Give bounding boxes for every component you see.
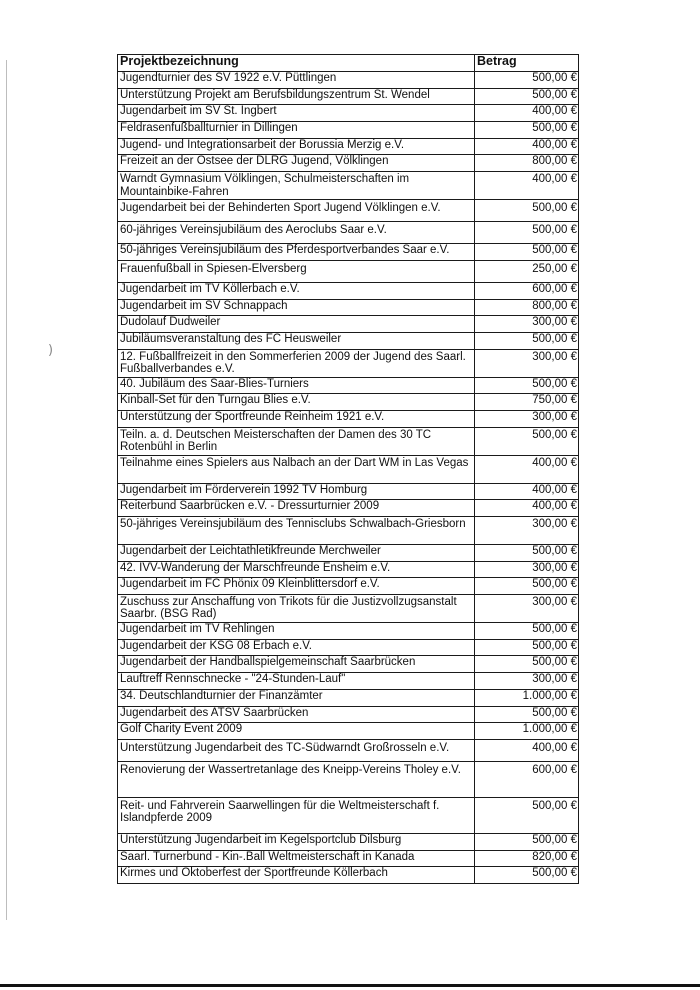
project-name-cell: Feldrasenfußballturnier in Dillingen — [118, 122, 475, 139]
project-name-cell: 12. Fußballfreizeit in den Sommerferien 2009 der Jugend des Saarl. Fußballverbandes e.V. — [118, 349, 475, 377]
table-row — [118, 260, 579, 282]
table-row — [118, 673, 579, 690]
amount-cell: 400,00 € — [475, 483, 579, 500]
project-name-cell: Teilnahme eines Spielers aus Nalbach an der Dart WM in Las Vegas — [118, 455, 475, 483]
amount-cell: 500,00 € — [475, 332, 579, 349]
amount-cell: 300,00 € — [475, 595, 579, 623]
amount-cell: 250,00 € — [475, 260, 579, 282]
amount-cell: 500,00 € — [475, 833, 579, 850]
project-name-cell: Freizeit an der Ostsee der DLRG Jugend, Völklingen — [118, 155, 475, 172]
project-name-cell: Unterstützung Jugendarbeit im Kegelsportclub Dilsburg — [118, 833, 475, 850]
project-name-cell: Jugendarbeit im SV Schnappach — [118, 299, 475, 316]
amount-cell: 500,00 € — [475, 377, 579, 394]
amount-cell: 500,00 € — [475, 656, 579, 673]
table-row — [118, 833, 579, 850]
table-row — [118, 867, 579, 884]
amount-cell: 400,00 € — [475, 172, 579, 200]
amount-cell: 600,00 € — [475, 761, 579, 797]
project-name-cell: Jugendarbeit der KSG 08 Erbach e.V. — [118, 639, 475, 656]
amount-cell: 800,00 € — [475, 155, 579, 172]
amount-cell: 300,00 € — [475, 673, 579, 690]
header-amount: Betrag — [475, 55, 579, 72]
table-row — [118, 517, 579, 545]
amount-cell: 500,00 € — [475, 427, 579, 455]
table-row — [118, 595, 579, 623]
project-name-cell: Kirmes und Oktoberfest der Sportfreunde Köllerbach — [118, 867, 475, 884]
bottom-rule — [0, 984, 700, 987]
amount-cell: 500,00 € — [475, 706, 579, 723]
table-row — [118, 72, 579, 89]
project-name-cell: Unterstützung Jugendarbeit des TC-Südwarndt Großrosseln e.V. — [118, 739, 475, 761]
table-row — [118, 349, 579, 377]
header-project: Projektbezeichnung — [118, 55, 475, 72]
amount-cell: 400,00 € — [475, 138, 579, 155]
table-body — [118, 72, 579, 884]
table-row — [118, 122, 579, 139]
table-row — [118, 739, 579, 761]
amount-cell: 500,00 € — [475, 797, 579, 833]
amount-cell: 750,00 € — [475, 394, 579, 411]
table-row — [118, 797, 579, 833]
project-name-cell: Kinball-Set für den Turngau Blies e.V. — [118, 394, 475, 411]
table-row — [118, 689, 579, 706]
table-row — [118, 222, 579, 244]
table-row — [118, 200, 579, 222]
amount-cell: 1.000,00 € — [475, 689, 579, 706]
project-name-cell: Frauenfußball in Spiesen-Elversberg — [118, 260, 475, 282]
project-name-cell: Unterstützung Projekt am Berufsbildungszentrum St. Wendel — [118, 88, 475, 105]
project-name-cell: Golf Charity Event 2009 — [118, 723, 475, 740]
amount-cell: 500,00 € — [475, 623, 579, 640]
table-row — [118, 578, 579, 595]
project-name-cell: 42. IVV-Wanderung der Marschfreunde Ensheim e.V. — [118, 561, 475, 578]
table-row — [118, 561, 579, 578]
table-row — [118, 545, 579, 562]
table-row — [118, 244, 579, 261]
table-row — [118, 138, 579, 155]
table-row — [118, 706, 579, 723]
project-name-cell: Jugendarbeit der Leichtathletikfreunde Merchweiler — [118, 545, 475, 562]
project-name-cell: Saarl. Turnerbund - Kin-.Ball Weltmeisterschaft in Kanada — [118, 850, 475, 867]
amount-cell: 500,00 € — [475, 72, 579, 89]
amount-cell: 500,00 € — [475, 222, 579, 244]
amount-cell: 300,00 € — [475, 410, 579, 427]
table-row — [118, 394, 579, 411]
project-name-cell: Jubiläumsveranstaltung des FC Heusweiler — [118, 332, 475, 349]
project-name-cell: Dudolauf Dudweiler — [118, 316, 475, 333]
project-name-cell: 60-jähriges Vereinsjubiläum des Aeroclubs Saar e.V. — [118, 222, 475, 244]
table-row — [118, 410, 579, 427]
table-row — [118, 723, 579, 740]
project-name-cell: Jugendturnier des SV 1922 e.V. Püttlingen — [118, 72, 475, 89]
table-row — [118, 88, 579, 105]
table-row — [118, 172, 579, 200]
project-name-cell: Jugendarbeit des ATSV Saarbrücken — [118, 706, 475, 723]
project-name-cell: Jugendarbeit im TV Köllerbach e.V. — [118, 282, 475, 299]
amount-cell: 300,00 € — [475, 349, 579, 377]
project-name-cell: Reit- und Fahrverein Saarwellingen für die Weltmeisterschaft f. Islandpferde 2009 — [118, 797, 475, 833]
amount-cell: 500,00 € — [475, 639, 579, 656]
amount-cell: 300,00 € — [475, 316, 579, 333]
table-row — [118, 105, 579, 122]
amount-cell: 500,00 € — [475, 578, 579, 595]
project-name-cell: 34. Deutschlandturnier der Finanzämter — [118, 689, 475, 706]
project-name-cell: Jugendarbeit im SV St. Ingbert — [118, 105, 475, 122]
project-name-cell: Lauftreff Rennschnecke - "24-Stunden-Lauf" — [118, 673, 475, 690]
project-name-cell: Jugendarbeit bei der Behinderten Sport Jugend Völklingen e.V. — [118, 200, 475, 222]
table-row — [118, 332, 579, 349]
project-name-cell: Unterstützung der Sportfreunde Reinheim 1921 e.V. — [118, 410, 475, 427]
table-row — [118, 656, 579, 673]
project-name-cell: Reiterbund Saarbrücken e.V. - Dressurturnier 2009 — [118, 500, 475, 517]
amount-cell: 300,00 € — [475, 517, 579, 545]
table-row — [118, 850, 579, 867]
table-row — [118, 316, 579, 333]
project-name-cell: Jugendarbeit der Handballspielgemeinschaft Saarbrücken — [118, 656, 475, 673]
amount-cell: 500,00 € — [475, 545, 579, 562]
amount-cell: 400,00 € — [475, 105, 579, 122]
project-name-cell: Renovierung der Wassertretanlage des Kneipp-Vereins Tholey e.V. — [118, 761, 475, 797]
amount-cell: 400,00 € — [475, 500, 579, 517]
amount-cell: 820,00 € — [475, 850, 579, 867]
project-name-cell: 50-jähriges Vereinsjubiläum des Pferdesportverbandes Saar e.V. — [118, 244, 475, 261]
project-name-cell: Warndt Gymnasium Völklingen, Schulmeisterschaften im Mountainbike-Fahren — [118, 172, 475, 200]
table-row — [118, 155, 579, 172]
funding-table — [117, 54, 579, 884]
amount-cell: 500,00 € — [475, 244, 579, 261]
project-name-cell: Jugend- und Integrationsarbeit der Borussia Merzig e.V. — [118, 138, 475, 155]
project-name-cell: Zuschuss zur Anschaffung von Trikots für die Justizvollzugsanstalt Saarbr. (BSG Rad) — [118, 595, 475, 623]
table-row — [118, 427, 579, 455]
table-row — [118, 377, 579, 394]
project-name-cell: Teiln. a. d. Deutschen Meisterschaften der Damen des 30 TC Rotenbühl in Berlin — [118, 427, 475, 455]
amount-cell: 500,00 € — [475, 88, 579, 105]
table-row — [118, 761, 579, 797]
amount-cell: 500,00 € — [475, 122, 579, 139]
margin-mark: ) — [48, 343, 54, 358]
amount-cell: 500,00 € — [475, 200, 579, 222]
table-row — [118, 455, 579, 483]
amount-cell: 800,00 € — [475, 299, 579, 316]
table-row — [118, 282, 579, 299]
project-name-cell: Jugendarbeit im FC Phönix 09 Kleinblittersdorf e.V. — [118, 578, 475, 595]
amount-cell: 400,00 € — [475, 455, 579, 483]
table-row — [118, 483, 579, 500]
scan-edge-line — [6, 60, 7, 920]
amount-cell: 400,00 € — [475, 739, 579, 761]
table-row — [118, 500, 579, 517]
amount-cell: 500,00 € — [475, 867, 579, 884]
project-name-cell: 40. Jubiläum des Saar-Blies-Turniers — [118, 377, 475, 394]
project-name-cell: 50-jähriges Vereinsjubiläum des Tennisclubs Schwalbach-Griesborn — [118, 517, 475, 545]
amount-cell: 300,00 € — [475, 561, 579, 578]
table-row — [118, 299, 579, 316]
amount-cell: 600,00 € — [475, 282, 579, 299]
table-row — [118, 623, 579, 640]
amount-cell: 1.000,00 € — [475, 723, 579, 740]
project-name-cell: Jugendarbeit im Förderverein 1992 TV Homburg — [118, 483, 475, 500]
table-row — [118, 639, 579, 656]
project-name-cell: Jugendarbeit im TV Rehlingen — [118, 623, 475, 640]
table-header-row — [118, 55, 579, 72]
